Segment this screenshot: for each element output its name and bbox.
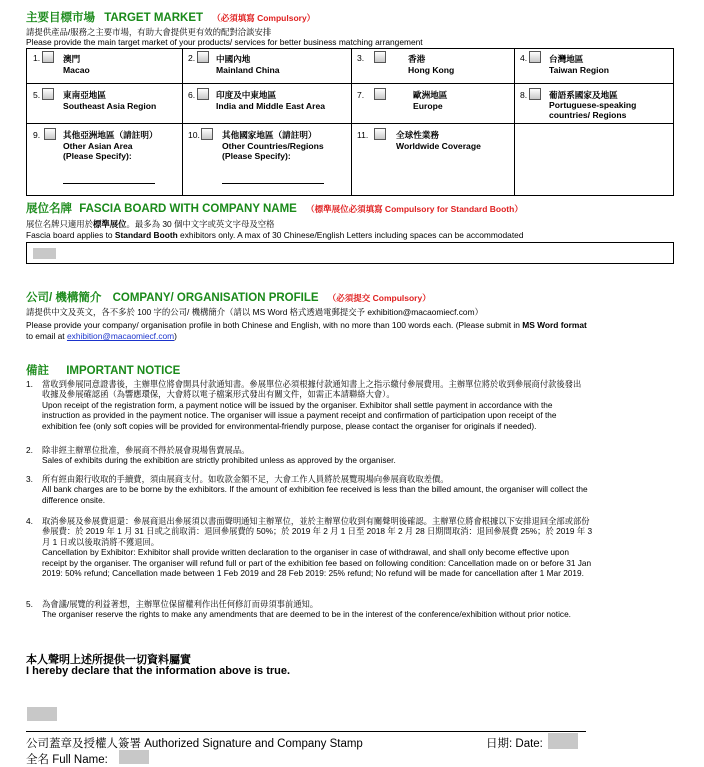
signature-field[interactable] — [27, 707, 57, 721]
market-section-title — [26, 9, 315, 25]
profile-desc-en: Please provide your company/ organisation profile in both Chinese and English, with no more than 100 words each. (Please submit in MS Word format — [26, 320, 587, 330]
market-title-en: TARGET MARKET — [104, 12, 204, 24]
profile-title-zh: 公司/ 機構簡介 — [26, 292, 102, 304]
specify-line[interactable] — [63, 183, 155, 184]
fascia-name-field[interactable] — [26, 242, 674, 264]
date-label: 日期: Date: — [486, 738, 543, 750]
market-desc-zh: 請提供產品/服務之主要市場，有助大會提供更有效的配對洽談安排 — [26, 27, 272, 37]
market-compulsory: （必須填寫 Compulsory） — [212, 13, 316, 23]
profile-section-title — [26, 289, 431, 305]
date-field[interactable] — [548, 733, 578, 749]
market-option-europe[interactable]: 7. 歐洲地區 Europe — [357, 90, 448, 111]
checkbox[interactable] — [197, 51, 209, 63]
full-name-label: 全名 Full Name: — [26, 754, 108, 766]
signature-line — [26, 731, 586, 732]
profile-desc-zh: 請提供中文及英文，各不多於 100 字的公司/ 機構簡介（請以 MS Word 格式透過電郵提交予 exhibition@macaomiecf.com） — [26, 307, 483, 317]
fascia-title-zh: 展位名牌 — [26, 203, 72, 215]
text-field-placeholder[interactable] — [33, 248, 56, 259]
checkbox[interactable] — [197, 88, 209, 100]
declaration-en: I hereby declare that the information above is true. — [26, 665, 291, 677]
market-option-portuguese-speaking[interactable]: 8. 葡語系國家及地區 Portuguese-speaking countries/ Regions — [520, 90, 637, 120]
checkbox[interactable] — [42, 88, 54, 100]
email-link[interactable]: exhibition@macaomiecf.com — [66, 331, 175, 341]
checkbox[interactable] — [374, 88, 386, 100]
checkbox[interactable] — [529, 51, 541, 63]
fascia-desc-en: Fascia board applies to Standard Booth exhibitors only. A max of 30 Chinese/English Letters including spaces can be accommodated — [26, 230, 524, 240]
market-option-southeast-asia[interactable]: 5. 東南亞地區 Southeast Asia Region — [33, 90, 157, 111]
market-option-taiwan[interactable]: 4. 台灣地區 Taiwan Region — [520, 53, 610, 75]
specify-line[interactable] — [222, 183, 324, 184]
fascia-section-title — [26, 200, 523, 216]
notice-title-en: IMPORTANT NOTICE — [66, 365, 181, 377]
fascia-compulsory: （標準展位必須填寫 Compulsory for Standard Booth） — [306, 204, 523, 214]
target-market-grid — [26, 48, 674, 196]
market-option-mainland-china[interactable]: 2. 中國內地 Mainland China — [188, 53, 280, 75]
market-option-hong-kong[interactable]: 3. 香港 Hong Kong — [357, 53, 455, 75]
checkbox[interactable] — [374, 128, 386, 140]
checkbox[interactable] — [42, 51, 54, 63]
market-title-zh: 主要目標市場 — [26, 12, 95, 24]
profile-title-en: COMPANY/ ORGANISATION PROFILE — [112, 292, 319, 304]
checkbox[interactable] — [44, 128, 56, 140]
declaration-zh: 本人聲明上述所提供一切資料屬實 — [26, 654, 191, 666]
market-desc-en: Please provide the main target market of your products/ services for better business matching arrangement — [26, 37, 423, 47]
market-option-macao[interactable]: 1. 澳門 Macao — [33, 53, 90, 75]
checkbox[interactable] — [201, 128, 213, 140]
fascia-desc-zh: 展位名牌只適用於標準展位。最多為 30 個中文字或英文字母及空格 — [26, 219, 275, 229]
checkbox[interactable] — [374, 51, 386, 63]
market-option-worldwide[interactable]: 11. 全球性業務 Worldwide Coverage — [357, 130, 481, 151]
notice-section-title — [26, 362, 180, 378]
market-option-other-countries[interactable]: 10. 其他國家地區（請註明） Other Countries/Regions (Please Specify): — [182, 123, 351, 196]
checkbox[interactable] — [529, 88, 541, 100]
signature-label: 公司蓋章及授權人簽署 Authorized Signature and Company Stamp — [26, 738, 363, 750]
profile-desc-en-2: to email at exhibition@macaomiecf.com) — [26, 331, 177, 341]
market-option-other-asian[interactable]: 9. 其他亞洲地區（請註明） Other Asian Area (Please Specify): — [27, 123, 182, 196]
profile-compulsory: （必須提交 Compulsory） — [327, 293, 431, 303]
market-option-india-middle-east[interactable]: 6. 印度及中東地區 India and Middle East Area — [188, 90, 326, 111]
notice-title-zh: 備註 — [26, 365, 49, 377]
full-name-field[interactable] — [119, 750, 149, 764]
fascia-title-en: FASCIA BOARD WITH COMPANY NAME — [79, 203, 297, 215]
